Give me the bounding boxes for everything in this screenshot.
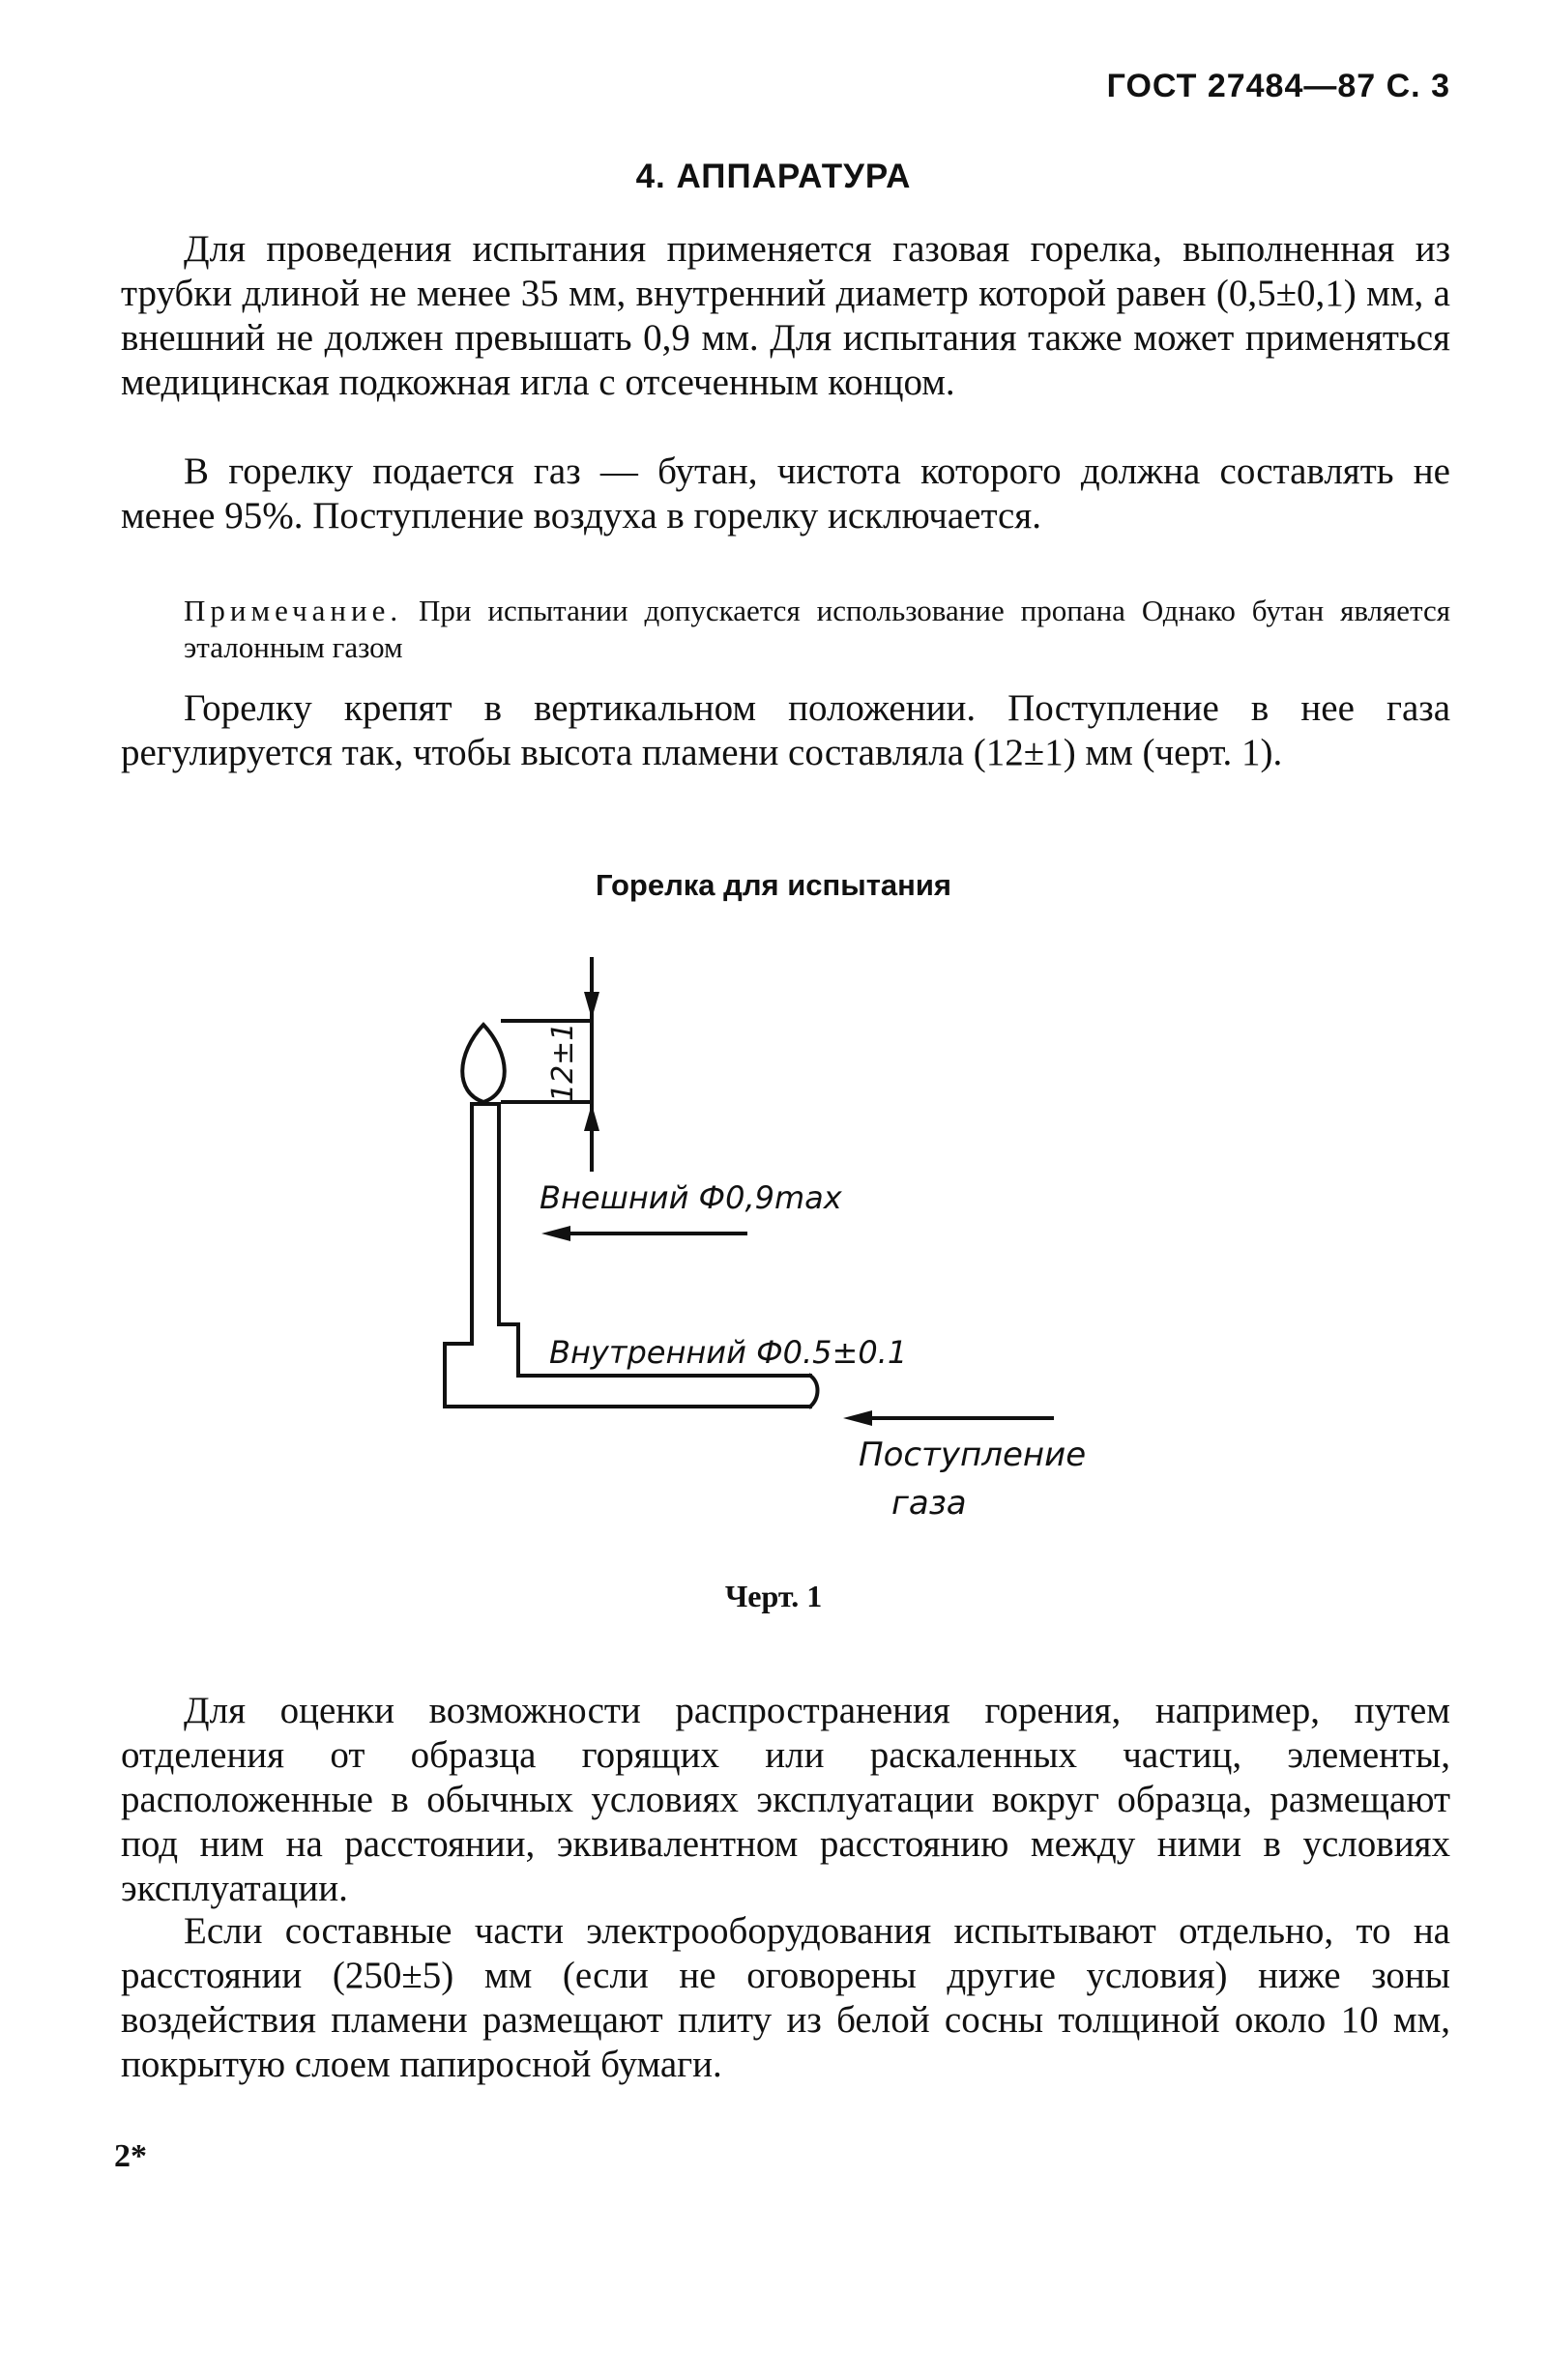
outer-diameter-label: Внешний Ф0,9max [540, 1179, 842, 1216]
note-text: При испытании допускается использование пропана Однако бутан является эталонным газом [184, 594, 1450, 664]
paragraph-5: Если составные части электрооборудования испытывают отдельно, то на расстоянии (250±5) мм (если не оговорены другие условия) ниже зоны воздействия пламени размещают плиту из белой сосны толщиной около 10 мм, покрытую слоем папиросной бумаги. [121, 1910, 1450, 2085]
flame-shape [462, 1025, 505, 1102]
note-lead: Примечание. [184, 594, 403, 627]
figure-title: Горелка для испытания [595, 868, 952, 902]
dimension-label: 12±1 [546, 1022, 580, 1102]
dimension-arrow-bottom [584, 1104, 599, 1131]
paragraph-1: Для проведения испытания применяется газовая горелка, выполненная из трубки длиной не менее 35 мм, внутренний диаметр которой равен (0,5±0,1) мм, а внешний не должен превышать 0,9 мм. Для испытания также может применяться медицинская подкожная игла с отсеченным концом. [121, 228, 1450, 403]
paragraph-2: В горелку подается газ — бутан, чистота которого должна составлять не менее 95%. Поступление воздуха в горелку исключается. [121, 450, 1450, 537]
section-title: 4. АППАРАТУРА [635, 158, 912, 195]
paragraph-3: Горелку крепят в вертикальном положении. Поступление в нее газа регулируется так, чтобы высота пламени составляла (12±1) мм (черт. 1). [121, 687, 1450, 773]
gas-label-line1: Поступление [859, 1436, 1087, 1474]
outer-arrow-head [541, 1226, 570, 1241]
document-header: ГОСТ 27484—87 С. 3 [1106, 68, 1450, 104]
paragraph-4: Для оценки возможности распространения горения, например, путем отделения от образца горящих или раскаленных частиц, элементы, расположенные в обычных условиях эксплуатации вокруг образца, размещают под ним на расстоянии, эквивалентном расстоянию между ними в условиях эксплуатации. [121, 1690, 1450, 1909]
page-number: 2* [114, 2138, 147, 2174]
burner-diagram [0, 938, 1547, 1556]
inner-diameter-label: Внутренний Ф0.5±0.1 [549, 1334, 908, 1371]
gas-arrow-head [843, 1410, 872, 1426]
gas-label-line2: газа [891, 1484, 967, 1523]
note [184, 593, 1450, 666]
dimension-arrow-top [584, 992, 599, 1019]
figure-caption: Черт. 1 [724, 1579, 823, 1613]
